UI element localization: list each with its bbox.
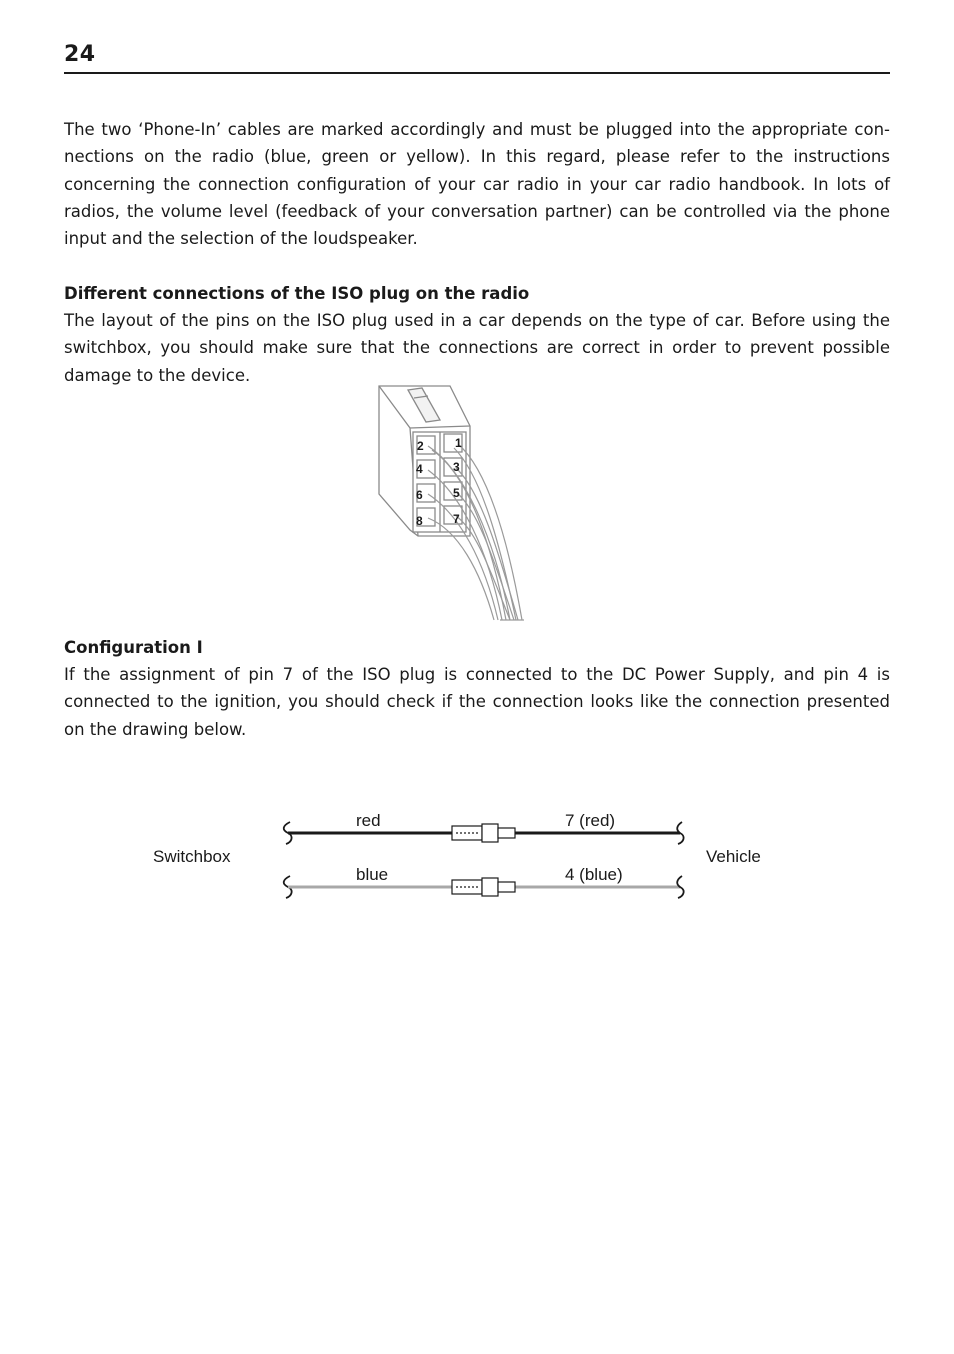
wiring-diagram [140,800,780,910]
pin-label-5: 5 [453,486,460,500]
config-paragraph: If the assignment of pin 7 of the ISO plug is connected to the DC Power Supply, and pin 4 is connected to the ignition, you should check if the connection looks like the connection presented on the drawing below. [64,665,890,739]
wire-bottom-left-label: blue [356,865,389,884]
header-rule [64,72,890,74]
iso-section-paragraph: The layout of the pins on the ISO plug used in a car depends on the type of car. Before using the switchbox, you should make sure that the connections are correct in order to prevent possible damage to the device. [64,311,890,385]
connector-bottom [452,878,515,896]
wire-bottom-right-label: 4 (blue) [565,865,623,884]
wire-top-right-label: 7 (red) [565,811,616,830]
pin-label-2: 2 [417,439,424,453]
connector-top [452,824,515,842]
pin-label-4: 4 [416,462,423,476]
iso-section-heading: Different connections of the ISO plug on the radio [64,284,530,303]
pin-label-8: 8 [416,514,423,528]
iso-plug-figure [370,380,530,625]
pin-label-3: 3 [453,460,460,474]
pin-label-6: 6 [416,488,423,502]
config-heading: Configuration I [64,638,203,657]
wire-top-left-label: red [356,811,381,830]
switchbox-label: Switchbox [153,847,231,866]
page-number: 24 [64,42,96,67]
vehicle-label: Vehicle [706,847,761,866]
pin-label-1: 1 [455,436,462,450]
pin-label-7: 7 [453,512,460,526]
intro-paragraph: The two ‘Phone-In’ cables are marked accordingly and must be plugged into the appropriate con-nections on the radio (blue, green or yellow). In this regard, please refer to the instructions concerning the connection configuration of your car radio in your car radio handbook. In lots of radios, the volume level (feedback of your conversation partner) can be controlled via the phone input and the selection of the loudspeaker. [64,120,890,249]
